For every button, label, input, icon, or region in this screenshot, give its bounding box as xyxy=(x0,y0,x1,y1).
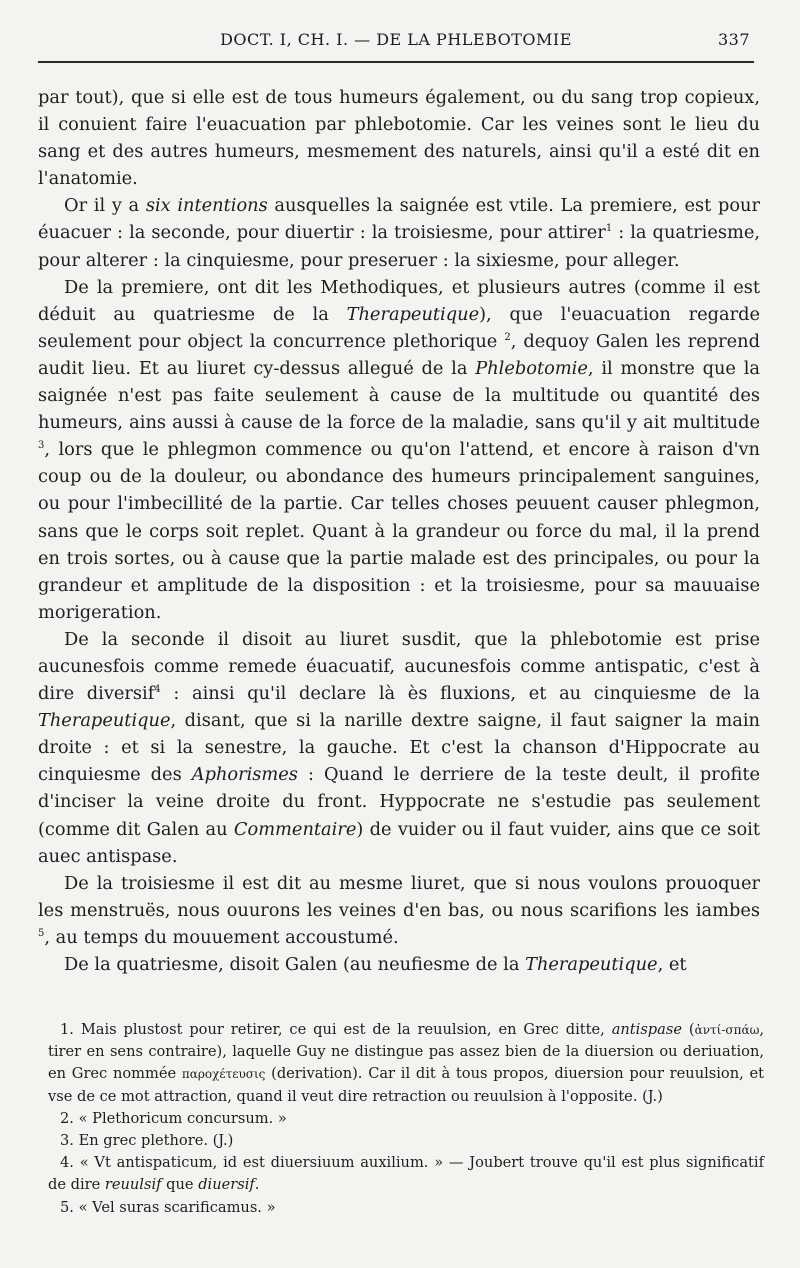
footnote-3: 3. En grec plethore. (J.) xyxy=(60,1132,234,1150)
book-title: Therapeutique xyxy=(346,303,480,325)
paragraph-6: De la quatriesme, disoit Galen (au neufiesme de la Therapeutique, et xyxy=(64,954,687,975)
paragraph-5: De la troisiesme il est dit au mesme liuret, que si nous voulons prouoquer les menstruës, nous ouurons les veines d'en bas, ou nous scarifions les iambes $^5$, au temps du mouuement accoustumé. xyxy=(38,872,760,948)
paragraph-2: Or il y a six intentions ausquelles la saignée est vtile. La premiere, est pour éuacuer : la seconde, pour diuertir : la troisiesme, pour attirer$^1$ : la quatriesme, pour alterer : la cinquiesme, pour preseruer : la sixiesme, pour alleger. xyxy=(38,195,761,271)
page-number: 337 xyxy=(717,30,750,49)
greek-word: ἀντί-σπάω xyxy=(694,1023,760,1037)
footnote-2: 2. « Plethoricum concursum. » xyxy=(60,1109,287,1127)
book-title: Aphorismes xyxy=(191,764,298,786)
book-title: Therapeutique xyxy=(38,710,171,732)
footnote-ref: 4 xyxy=(154,684,161,696)
footnote-ref: 2 xyxy=(504,331,511,343)
running-title: DOCT. I, CH. I. — DE LA PHLEBOTOMIE xyxy=(220,30,572,49)
paragraph-4: De la seconde il disoit au liuret susdit, que la phlebotomie est prise aucunesfois comme remede éuacuatif, aucunesfois comme antispatic, c'est à dire diversif$^4$ : ainsi qu'il declare là ès fluxions, et au cinquiesme de la Therapeutique, disant, que si la narille dextre saigne, il faut saigner la main droite : et si la senestre, la gauche. Et c'est la chanson d'Hippocrate au cinquiesme des Aphorismes : Quand le derriere de la teste deult, il profite d'inciser la veine droite du front. Hyppocrate ne s'estudie pas seulement (comme dit Galen au Commentaire) de vuider ou il faut vuider, ains que ce soit auec antispase. xyxy=(38,628,760,867)
footnote-1: 1. Mais plustost pour retirer, ce qui est de la reuulsion, en Grec ditte, antispase (ἀντί-σπάω, tirer en sens contraire), laquelle Guy ne distingue pas assez bien de la diuersion ou deriuation, en Grec nommée παροχέτευσις (derivation). Car il dit à tous propos, diuersion pour reuulsion, et vse de ce mot attraction, quand il veut dire retraction ou reuulsion à l'opposite. (J.) xyxy=(48,1021,764,1105)
greek-word: παροχέτευσις xyxy=(181,1067,266,1082)
paragraph-1: par tout), que si elle est de tous humeurs également, ou du sang trop copieux, il conuient faire l'euacuation par phlebotomie. Car les veines sont le lieu du sang et des autres humeurs, mesmement des naturels, ainsi qu'il a esté dit en l'anatomie. xyxy=(38,87,760,190)
book-title: Therapeutique xyxy=(525,954,658,975)
footnote-ref: 1 xyxy=(605,223,613,235)
book-title: Phlebotomie xyxy=(475,357,588,379)
footnote-5: 5. « Vel suras scarificamus. » xyxy=(60,1198,276,1216)
footnote-ref: 3 xyxy=(38,440,45,452)
footnotes xyxy=(48,1019,764,1219)
main-text xyxy=(38,84,760,978)
book-title: Commentaire xyxy=(233,818,357,840)
running-header xyxy=(38,26,754,54)
emphasis: six intentions xyxy=(145,195,268,217)
footnote-ref: 5 xyxy=(38,927,45,939)
paragraph-3: De la premiere, ont dit les Methodiques, et plusieurs autres (comme il est déduit au quatriesme de la Therapeutique), que l'euacuation regarde seulement pour object la concurrence plethorique $^2$, dequoy Galen les reprend audit lieu. Et au liuret cy-dessus allegué de la Phlebotomie, il monstre que la saignée n'est pas faite seulement à cause de la multitude ou quantité des humeurs, ains aussi à cause de la force de la maladie, sans qu'il y ait multitude $^3$, lors que le phlegmon commence ou qu'on l'attend, et encore à raison d'vn coup ou de la douleur, ou abondance des humeurs principalement sanguines, ou pour l'imbecillité de la partie. Car telles choses peuuent causer phlegmon, sans que le corps soit replet. Quant à la grandeur ou force du mal, il la prend en trois sortes, ou à cause que la partie malade est des principales, ou pour la grandeur et amplitude de la disposition : et la troisiesme, pour sa mauuaise morigeration. xyxy=(38,276,760,623)
header-rule xyxy=(38,61,754,63)
footnote-4: 4. « Vt antispaticum, id est diuersiuum auxilium. » — Joubert trouve qu'il est plus significatif de dire reuulsif que diuersif. xyxy=(48,1154,764,1194)
